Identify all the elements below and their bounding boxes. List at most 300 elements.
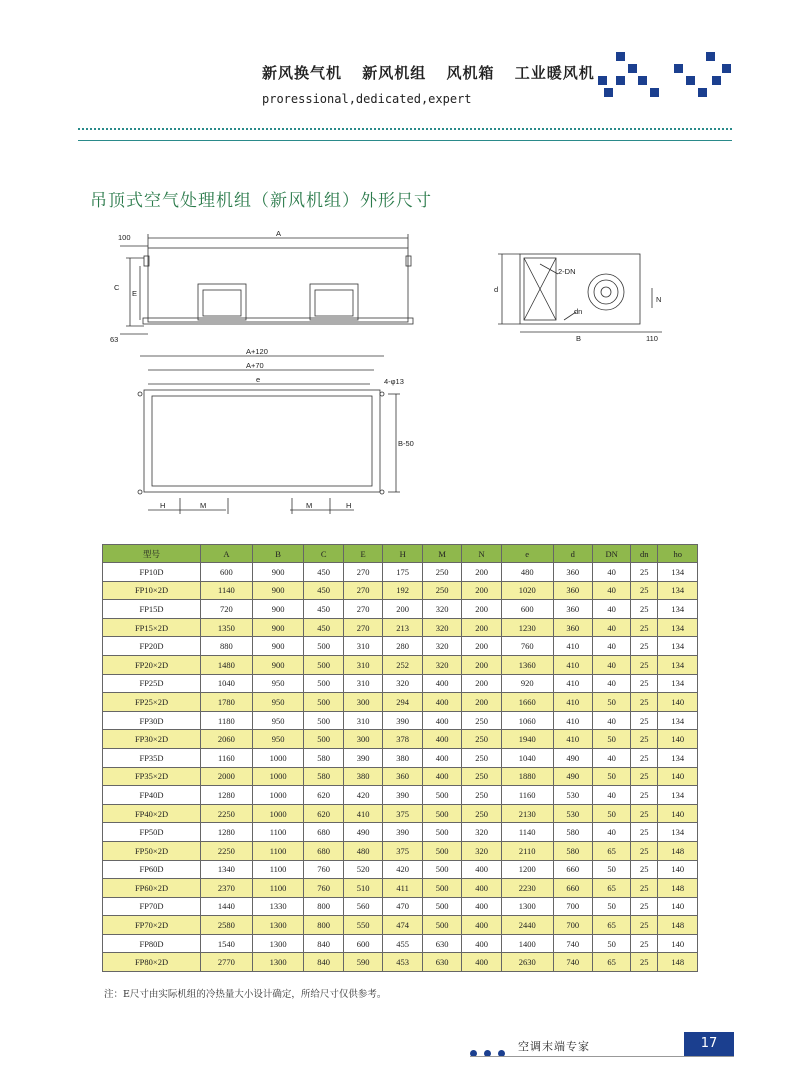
value-cell: 950 — [252, 711, 304, 730]
value-cell: 500 — [304, 730, 343, 749]
value-cell: 450 — [304, 600, 343, 619]
value-cell: 380 — [343, 767, 382, 786]
value-cell: 490 — [553, 748, 592, 767]
value-cell: 680 — [304, 823, 343, 842]
label-plan-H1: H — [160, 501, 166, 510]
value-cell: 250 — [462, 730, 501, 749]
value-cell: 580 — [304, 767, 343, 786]
table-row — [103, 618, 698, 637]
value-cell: 134 — [658, 600, 698, 619]
table-row — [103, 897, 698, 916]
label-top-A: A — [276, 229, 282, 238]
value-cell: 900 — [252, 618, 304, 637]
value-cell: 411 — [383, 879, 422, 898]
model-cell: FP80×2D — [103, 953, 201, 972]
model-cell: FP35D — [103, 748, 201, 767]
table-row — [103, 711, 698, 730]
value-cell: 1100 — [252, 823, 304, 842]
value-cell: 620 — [304, 786, 343, 805]
value-cell: 40 — [593, 600, 631, 619]
value-cell: 40 — [593, 637, 631, 656]
value-cell: 410 — [553, 674, 592, 693]
value-cell: 200 — [462, 674, 501, 693]
value-cell: 1160 — [501, 786, 553, 805]
col-header: M — [422, 545, 461, 563]
value-cell: 50 — [593, 897, 631, 916]
label-plan-holes: 4-φ13 — [384, 377, 404, 386]
value-cell: 25 — [631, 581, 658, 600]
value-cell: 134 — [658, 618, 698, 637]
value-cell: 25 — [631, 637, 658, 656]
value-cell: 1160 — [201, 748, 253, 767]
value-cell: 65 — [593, 841, 631, 860]
value-cell: 320 — [422, 600, 461, 619]
table-row — [103, 730, 698, 749]
value-cell: 880 — [201, 637, 253, 656]
col-header: C — [304, 545, 343, 563]
col-header: 型号 — [103, 545, 201, 563]
value-cell: 140 — [658, 860, 698, 879]
value-cell: 320 — [462, 841, 501, 860]
value-cell: 800 — [304, 897, 343, 916]
product-2: 新风机组 — [362, 64, 427, 82]
value-cell: 65 — [593, 953, 631, 972]
value-cell: 700 — [553, 916, 592, 935]
value-cell: 500 — [422, 804, 461, 823]
value-cell: 1540 — [201, 934, 253, 953]
value-cell: 500 — [422, 841, 461, 860]
label-side-d: d — [494, 285, 499, 294]
value-cell: 660 — [553, 879, 592, 898]
value-cell: 50 — [593, 730, 631, 749]
product-3: 风机箱 — [446, 64, 495, 82]
value-cell: 40 — [593, 618, 631, 637]
value-cell: 600 — [201, 563, 253, 582]
value-cell: 213 — [383, 618, 422, 637]
page-number: 17 — [684, 1032, 734, 1056]
table-row — [103, 786, 698, 805]
value-cell: 450 — [304, 618, 343, 637]
value-cell: 25 — [631, 655, 658, 674]
value-cell: 1780 — [201, 693, 253, 712]
value-cell: 950 — [252, 674, 304, 693]
value-cell: 25 — [631, 860, 658, 879]
value-cell: 1000 — [252, 804, 304, 823]
value-cell: 134 — [658, 786, 698, 805]
value-cell: 1140 — [501, 823, 553, 842]
footnote: 注：E尺寸由实际机组的冷热量大小设计确定，所给尺寸仅供参考。 — [104, 989, 387, 1000]
value-cell: 1180 — [201, 711, 253, 730]
value-cell: 400 — [422, 711, 461, 730]
label-left-C: C — [114, 283, 120, 292]
value-cell: 320 — [422, 637, 461, 656]
model-cell: FP40D — [103, 786, 201, 805]
model-cell: FP50×2D — [103, 841, 201, 860]
value-cell: 700 — [553, 897, 592, 916]
value-cell: 1230 — [501, 618, 553, 637]
value-cell: 510 — [343, 879, 382, 898]
value-cell: 1020 — [501, 581, 553, 600]
value-cell: 900 — [252, 563, 304, 582]
col-header: dn — [631, 545, 658, 563]
value-cell: 25 — [631, 711, 658, 730]
value-cell: 740 — [553, 953, 592, 972]
model-cell: FP25×2D — [103, 693, 201, 712]
value-cell: 760 — [304, 860, 343, 879]
table-row — [103, 693, 698, 712]
value-cell: 294 — [383, 693, 422, 712]
model-cell: FP10D — [103, 563, 201, 582]
value-cell: 140 — [658, 767, 698, 786]
footer-text: 空调末端专家 — [518, 1040, 590, 1053]
value-cell: 400 — [422, 674, 461, 693]
model-cell: FP80D — [103, 934, 201, 953]
table-row — [103, 953, 698, 972]
model-cell: FP35×2D — [103, 767, 201, 786]
value-cell: 560 — [343, 897, 382, 916]
value-cell: 1040 — [201, 674, 253, 693]
col-header: H — [383, 545, 422, 563]
model-cell: FP30D — [103, 711, 201, 730]
value-cell: 620 — [304, 804, 343, 823]
model-cell: FP50D — [103, 823, 201, 842]
value-cell: 1300 — [252, 934, 304, 953]
value-cell: 2000 — [201, 767, 253, 786]
label-side-110: 110 — [646, 334, 658, 343]
value-cell: 450 — [304, 563, 343, 582]
value-cell: 590 — [343, 953, 382, 972]
value-cell: 500 — [422, 916, 461, 935]
value-cell: 25 — [631, 618, 658, 637]
value-cell: 680 — [304, 841, 343, 860]
table-row — [103, 767, 698, 786]
value-cell: 200 — [462, 637, 501, 656]
value-cell: 1000 — [252, 786, 304, 805]
value-cell: 250 — [462, 786, 501, 805]
label-plan-M1: M — [200, 501, 207, 510]
table-body — [103, 563, 698, 972]
value-cell: 1480 — [201, 655, 253, 674]
model-cell: FP60D — [103, 860, 201, 879]
value-cell: 200 — [462, 600, 501, 619]
value-cell: 530 — [553, 786, 592, 805]
table-row — [103, 804, 698, 823]
header-tagline: proressional,dedicated,expert — [262, 92, 472, 106]
dimension-table — [102, 544, 698, 972]
value-cell: 630 — [422, 934, 461, 953]
value-cell: 200 — [462, 693, 501, 712]
table-row — [103, 823, 698, 842]
value-cell: 410 — [553, 693, 592, 712]
value-cell: 140 — [658, 730, 698, 749]
model-cell: FP20×2D — [103, 655, 201, 674]
value-cell: 470 — [383, 897, 422, 916]
col-header: E — [343, 545, 382, 563]
value-cell: 134 — [658, 655, 698, 674]
value-cell: 720 — [201, 600, 253, 619]
brand-logo — [594, 50, 734, 102]
value-cell: 2230 — [501, 879, 553, 898]
value-cell: 500 — [422, 897, 461, 916]
value-cell: 375 — [383, 841, 422, 860]
value-cell: 50 — [593, 767, 631, 786]
value-cell: 50 — [593, 934, 631, 953]
value-cell: 140 — [658, 934, 698, 953]
value-cell: 360 — [553, 581, 592, 600]
col-header: d — [553, 545, 592, 563]
value-cell: 1200 — [501, 860, 553, 879]
value-cell: 2110 — [501, 841, 553, 860]
value-cell: 40 — [593, 674, 631, 693]
value-cell: 25 — [631, 730, 658, 749]
side-elevation — [498, 254, 662, 332]
value-cell: 140 — [658, 897, 698, 916]
value-cell: 400 — [462, 953, 501, 972]
table-row — [103, 563, 698, 582]
value-cell: 140 — [658, 804, 698, 823]
value-cell: 410 — [553, 637, 592, 656]
value-cell: 390 — [383, 711, 422, 730]
value-cell: 410 — [553, 711, 592, 730]
table-row — [103, 637, 698, 656]
value-cell: 25 — [631, 823, 658, 842]
value-cell: 500 — [422, 823, 461, 842]
table-row — [103, 655, 698, 674]
value-cell: 250 — [462, 804, 501, 823]
value-cell: 360 — [553, 563, 592, 582]
value-cell: 2630 — [501, 953, 553, 972]
footer-rule — [470, 1056, 734, 1057]
value-cell: 25 — [631, 563, 658, 582]
model-cell: FP30×2D — [103, 730, 201, 749]
value-cell: 2440 — [501, 916, 553, 935]
front-elevation — [120, 234, 413, 334]
value-cell: 500 — [422, 786, 461, 805]
value-cell: 25 — [631, 748, 658, 767]
table-header-row — [103, 545, 698, 563]
value-cell: 840 — [304, 953, 343, 972]
value-cell: 2130 — [501, 804, 553, 823]
col-header: A — [201, 545, 253, 563]
value-cell: 175 — [383, 563, 422, 582]
value-cell: 410 — [343, 804, 382, 823]
value-cell: 25 — [631, 916, 658, 935]
value-cell: 50 — [593, 693, 631, 712]
value-cell: 378 — [383, 730, 422, 749]
value-cell: 320 — [422, 655, 461, 674]
value-cell: 134 — [658, 581, 698, 600]
table-row — [103, 841, 698, 860]
value-cell: 400 — [462, 897, 501, 916]
value-cell: 950 — [252, 693, 304, 712]
value-cell: 800 — [304, 916, 343, 935]
value-cell: 134 — [658, 823, 698, 842]
header-rule — [78, 140, 732, 141]
value-cell: 300 — [343, 693, 382, 712]
value-cell: 400 — [462, 879, 501, 898]
product-1: 新风换气机 — [262, 64, 343, 82]
value-cell: 252 — [383, 655, 422, 674]
label-side-B: B — [576, 334, 582, 343]
value-cell: 900 — [252, 600, 304, 619]
value-cell: 1000 — [252, 748, 304, 767]
value-cell: 25 — [631, 841, 658, 860]
value-cell: 950 — [252, 730, 304, 749]
product-4: 工业暖风机 — [514, 64, 595, 82]
value-cell: 360 — [553, 600, 592, 619]
value-cell: 200 — [383, 600, 422, 619]
value-cell: 900 — [252, 637, 304, 656]
value-cell: 250 — [462, 711, 501, 730]
table-row — [103, 879, 698, 898]
value-cell: 380 — [383, 748, 422, 767]
value-cell: 1000 — [252, 767, 304, 786]
value-cell: 400 — [462, 860, 501, 879]
label-plan-e: e — [256, 375, 261, 384]
label-top-100: 100 — [118, 233, 131, 242]
label-plan-A70: A+70 — [246, 361, 264, 370]
value-cell: 420 — [343, 786, 382, 805]
value-cell: 390 — [383, 823, 422, 842]
value-cell: 660 — [553, 860, 592, 879]
table-row — [103, 600, 698, 619]
value-cell: 1880 — [501, 767, 553, 786]
model-cell: FP25D — [103, 674, 201, 693]
model-cell: FP10×2D — [103, 581, 201, 600]
value-cell: 500 — [304, 674, 343, 693]
plan-view — [138, 356, 400, 514]
value-cell: 580 — [553, 823, 592, 842]
value-cell: 490 — [343, 823, 382, 842]
value-cell: 580 — [304, 748, 343, 767]
value-cell: 1330 — [252, 897, 304, 916]
value-cell: 1060 — [501, 711, 553, 730]
value-cell: 40 — [593, 581, 631, 600]
value-cell: 270 — [343, 581, 382, 600]
footer-dots — [470, 1042, 512, 1061]
value-cell: 500 — [304, 637, 343, 656]
label-plan-B50: B-50 — [398, 439, 414, 448]
value-cell: 1300 — [252, 953, 304, 972]
value-cell: 200 — [462, 563, 501, 582]
label-side-2DN: 2-DN — [558, 267, 576, 276]
table-row — [103, 860, 698, 879]
value-cell: 250 — [422, 563, 461, 582]
value-cell: 200 — [462, 655, 501, 674]
value-cell: 270 — [343, 563, 382, 582]
value-cell: 390 — [383, 786, 422, 805]
value-cell: 580 — [553, 841, 592, 860]
value-cell: 40 — [593, 563, 631, 582]
value-cell: 400 — [422, 748, 461, 767]
model-cell: FP15×2D — [103, 618, 201, 637]
value-cell: 1400 — [501, 934, 553, 953]
value-cell: 2250 — [201, 804, 253, 823]
value-cell: 500 — [422, 879, 461, 898]
value-cell: 1440 — [201, 897, 253, 916]
value-cell: 390 — [343, 748, 382, 767]
label-plan-H2: H — [346, 501, 352, 510]
value-cell: 134 — [658, 674, 698, 693]
value-cell: 320 — [383, 674, 422, 693]
value-cell: 65 — [593, 916, 631, 935]
header-dotted-rule — [78, 128, 732, 130]
model-cell: FP15D — [103, 600, 201, 619]
label-plan-M2: M — [306, 501, 313, 510]
model-cell: FP60×2D — [103, 879, 201, 898]
value-cell: 200 — [462, 581, 501, 600]
value-cell: 320 — [462, 823, 501, 842]
value-cell: 1100 — [252, 841, 304, 860]
value-cell: 134 — [658, 748, 698, 767]
value-cell: 25 — [631, 786, 658, 805]
value-cell: 1040 — [501, 748, 553, 767]
value-cell: 250 — [422, 581, 461, 600]
value-cell: 50 — [593, 860, 631, 879]
value-cell: 480 — [501, 563, 553, 582]
col-header: ho — [658, 545, 698, 563]
value-cell: 2060 — [201, 730, 253, 749]
value-cell: 1940 — [501, 730, 553, 749]
value-cell: 40 — [593, 711, 631, 730]
col-header: B — [252, 545, 304, 563]
value-cell: 400 — [462, 916, 501, 935]
value-cell: 400 — [462, 934, 501, 953]
value-cell: 310 — [343, 637, 382, 656]
col-header: DN — [593, 545, 631, 563]
value-cell: 40 — [593, 823, 631, 842]
label-left-63: 63 — [110, 335, 119, 344]
value-cell: 530 — [553, 804, 592, 823]
value-cell: 1100 — [252, 879, 304, 898]
value-cell: 50 — [593, 804, 631, 823]
value-cell: 148 — [658, 953, 698, 972]
value-cell: 474 — [383, 916, 422, 935]
value-cell: 1140 — [201, 581, 253, 600]
value-cell: 360 — [383, 767, 422, 786]
value-cell: 192 — [383, 581, 422, 600]
model-cell: FP40×2D — [103, 804, 201, 823]
value-cell: 1660 — [501, 693, 553, 712]
value-cell: 1280 — [201, 786, 253, 805]
value-cell: 270 — [343, 600, 382, 619]
value-cell: 25 — [631, 693, 658, 712]
value-cell: 250 — [462, 767, 501, 786]
value-cell: 25 — [631, 953, 658, 972]
value-cell: 148 — [658, 916, 698, 935]
table-row — [103, 581, 698, 600]
value-cell: 600 — [343, 934, 382, 953]
value-cell: 25 — [631, 804, 658, 823]
value-cell: 400 — [422, 693, 461, 712]
value-cell: 310 — [343, 711, 382, 730]
label-left-E: E — [132, 289, 138, 298]
value-cell: 450 — [304, 581, 343, 600]
value-cell: 270 — [343, 618, 382, 637]
value-cell: 500 — [422, 860, 461, 879]
value-cell: 25 — [631, 934, 658, 953]
value-cell: 630 — [422, 953, 461, 972]
value-cell: 900 — [252, 581, 304, 600]
value-cell: 134 — [658, 637, 698, 656]
value-cell: 420 — [383, 860, 422, 879]
col-header: N — [462, 545, 501, 563]
value-cell: 40 — [593, 748, 631, 767]
model-cell: FP70D — [103, 897, 201, 916]
value-cell: 2370 — [201, 879, 253, 898]
value-cell: 375 — [383, 804, 422, 823]
section-title: 吊顶式空气处理机组（新风机组）外形尺寸 — [90, 191, 432, 211]
